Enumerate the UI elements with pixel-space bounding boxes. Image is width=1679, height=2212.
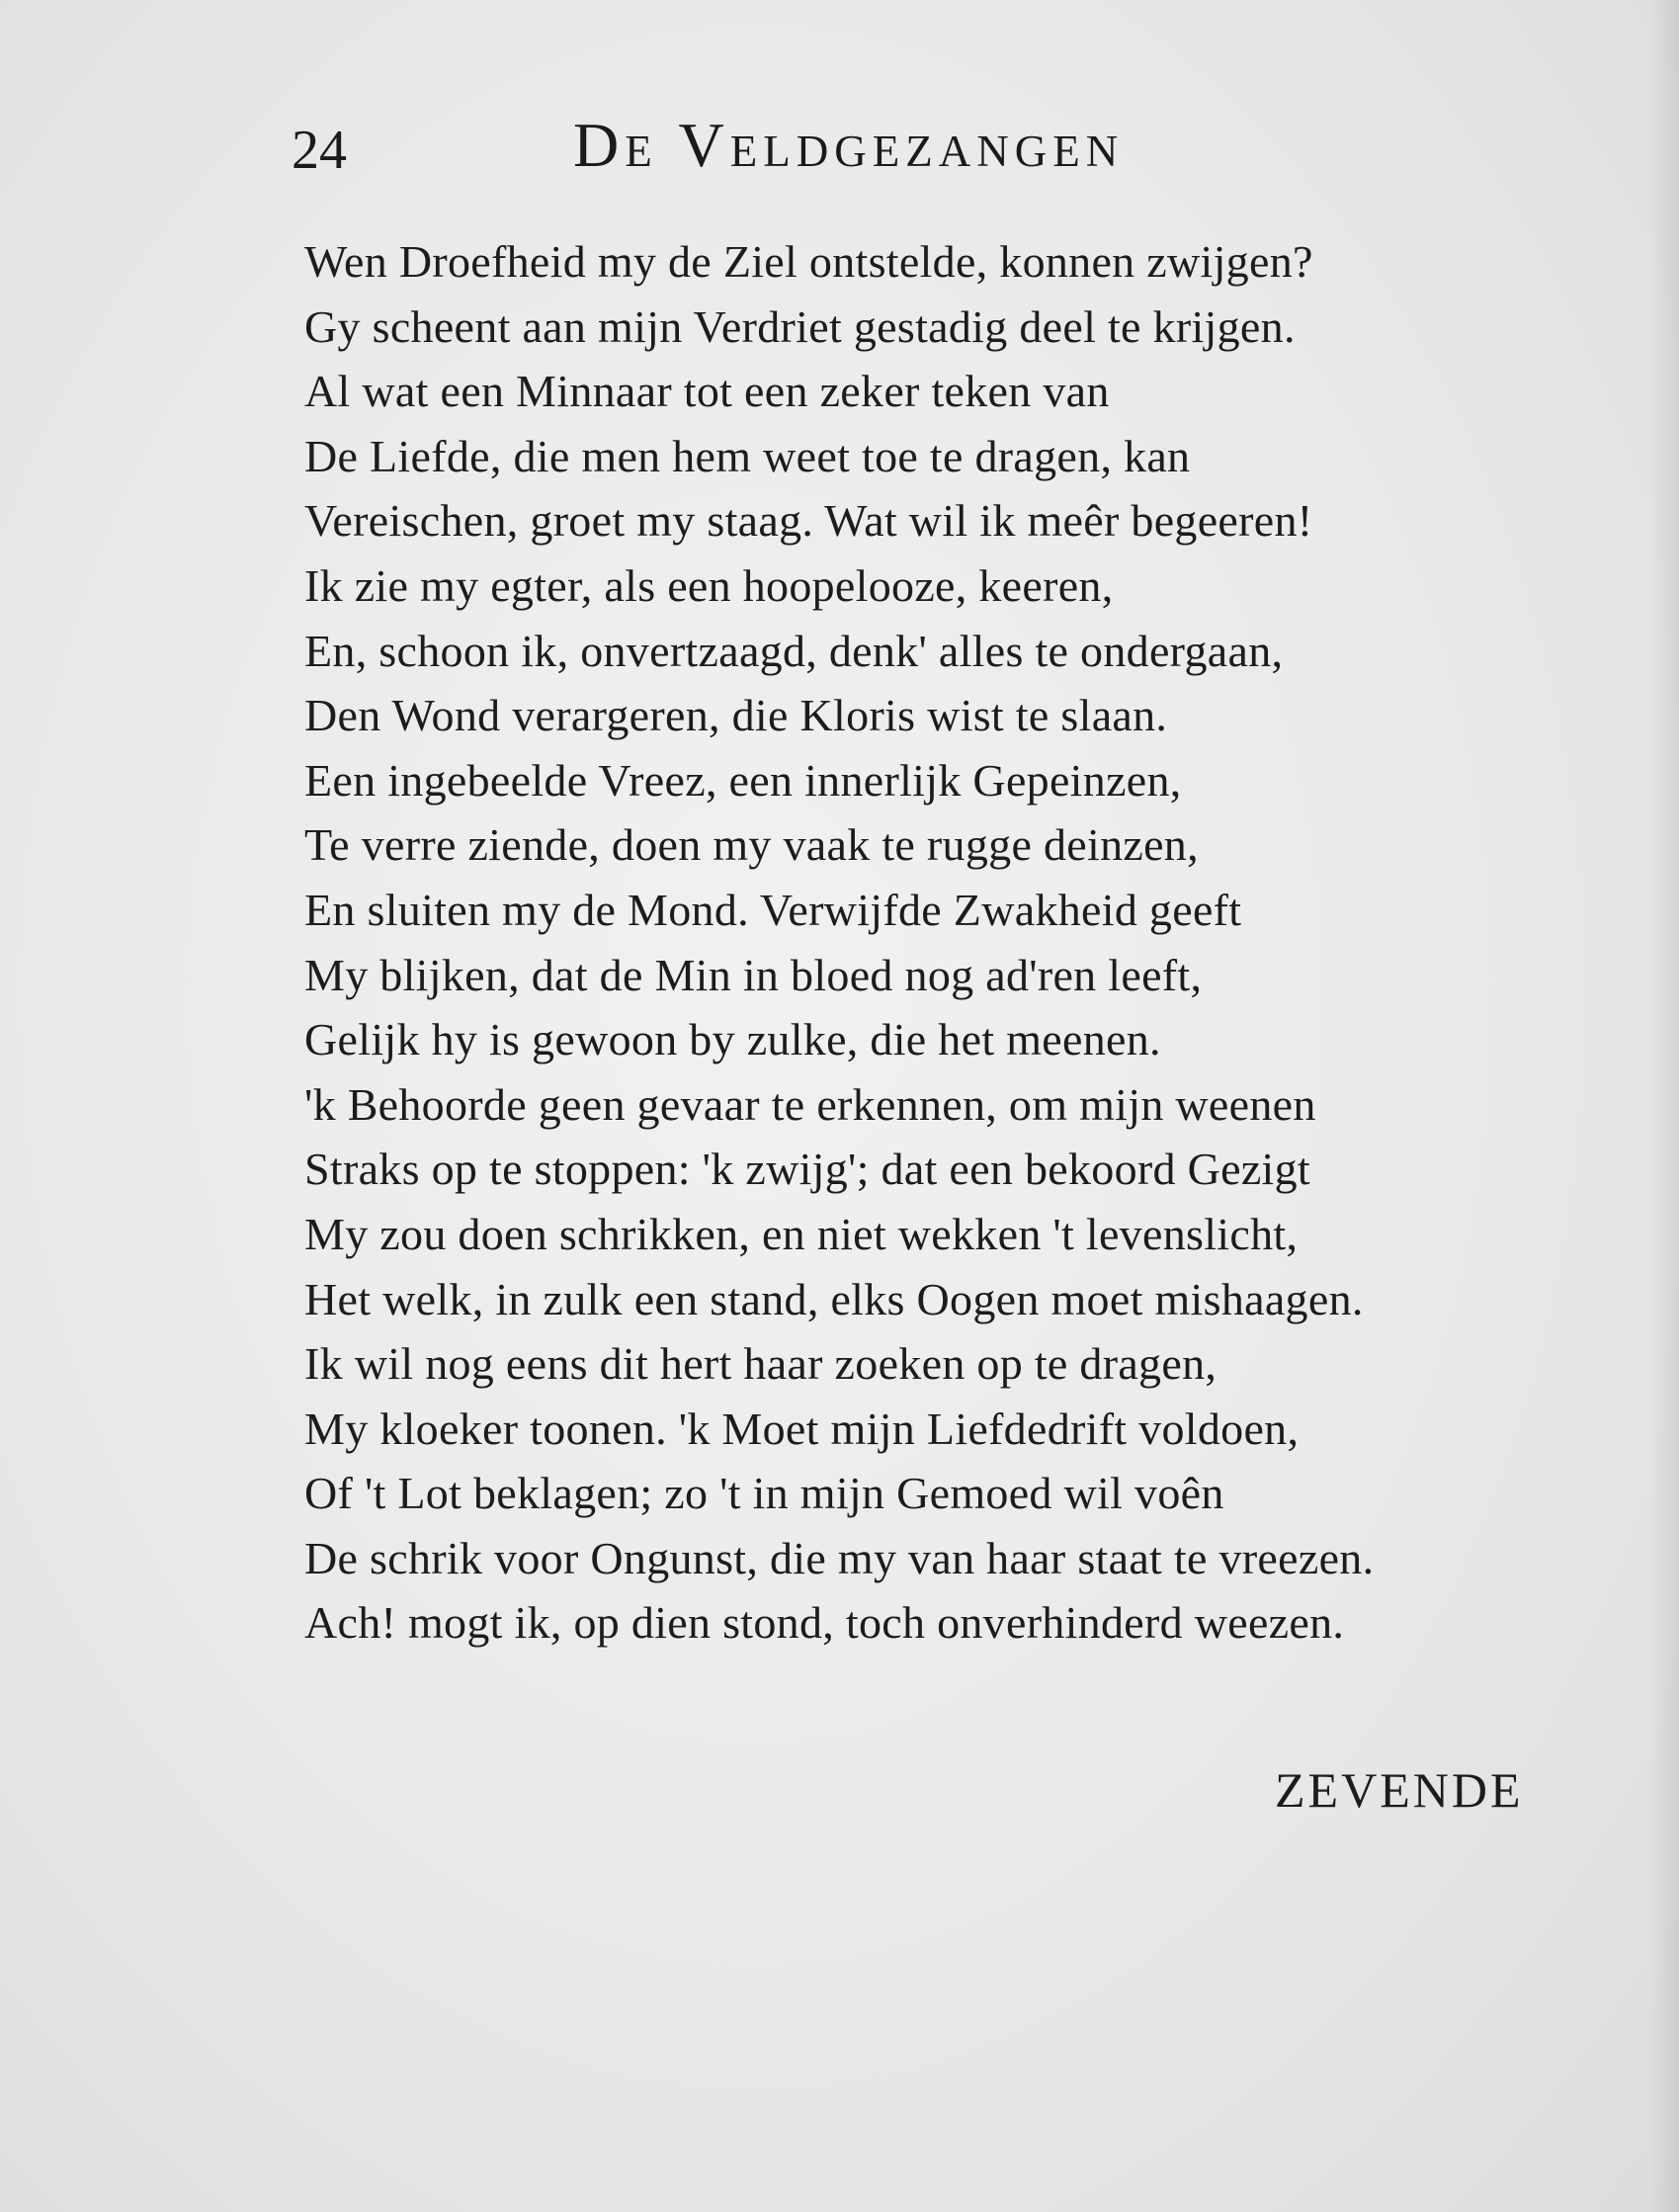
page-edge-shadow — [1649, 0, 1679, 2212]
poem-line: En sluiten my de Mond. Verwijfde Zwakheid geeft — [304, 884, 1242, 935]
poem-line: En, schoon ik, onvertzaagd, denk' alles te ondergaan, — [304, 625, 1284, 676]
poem-line: Of 't Lot beklagen; zo 't in mijn Gemoed wil voên — [304, 1468, 1224, 1519]
poem-line: Gy scheent aan mijn Verdriet gestadig deel te krijgen. — [304, 300, 1296, 352]
poem-line: Straks op te stoppen: 'k zwijg'; dat een bekoord Gezigt — [304, 1144, 1311, 1195]
poem-line: Ik wil nog eens dit hert haar zoeken op te dragen, — [304, 1338, 1217, 1390]
poem-line: Een ingebeelde Vreez, een innerlijk Gepeinzen, — [304, 754, 1182, 806]
poem-line: My zou doen schrikken, en niet wekken 't levenslicht, — [304, 1208, 1299, 1259]
poem-line: Ach! mogt ik, op dien stond, toch onverhinderd weezen. — [304, 1597, 1345, 1649]
page-number: 24 — [292, 120, 347, 181]
page-header — [292, 109, 1359, 198]
poem-line: 'k Behoorde geen gevaar te erkennen, om mijn weenen — [304, 1078, 1316, 1130]
poem-line: De schrik voor Ongunst, die my van haar staat te vreezen. — [304, 1532, 1375, 1583]
poem-line: My blijken, dat de Min in bloed nog ad'ren leeft, — [304, 949, 1203, 1000]
poem-line: Al wat een Minnaar tot een zeker teken van — [304, 366, 1110, 417]
poem-line: De Liefde, die men hem weet toe te dragen, kan — [304, 430, 1191, 481]
poem-line: Gelijk hy is gewoon by zulke, die het meenen. — [304, 1014, 1161, 1065]
poem-line: Ik zie my egter, als een hoopelooze, keeren, — [304, 559, 1114, 611]
poem-line: Vereischen, groet my staag. Wat wil ik meêr begeeren! — [304, 495, 1313, 547]
poem-line: Den Wond verargeren, die Kloris wist te slaan. — [304, 690, 1168, 741]
catchword: ZEVENDE — [1275, 1762, 1524, 1818]
poem-line: My kloeker toonen. 'k Moet mijn Liefdedrift voldoen, — [304, 1403, 1300, 1454]
poem-line: Het welk, in zulk een stand, elks Oogen moet mishaagen. — [304, 1273, 1364, 1324]
poem-line: Te verre ziende, doen my vaak te rugge deinzen, — [304, 819, 1199, 871]
running-title: De Veldgezangen — [573, 110, 1125, 180]
poem-line: Wen Droefheid my de Ziel ontstelde, konnen zwijgen? — [304, 236, 1313, 287]
poem-text — [304, 229, 1579, 1656]
